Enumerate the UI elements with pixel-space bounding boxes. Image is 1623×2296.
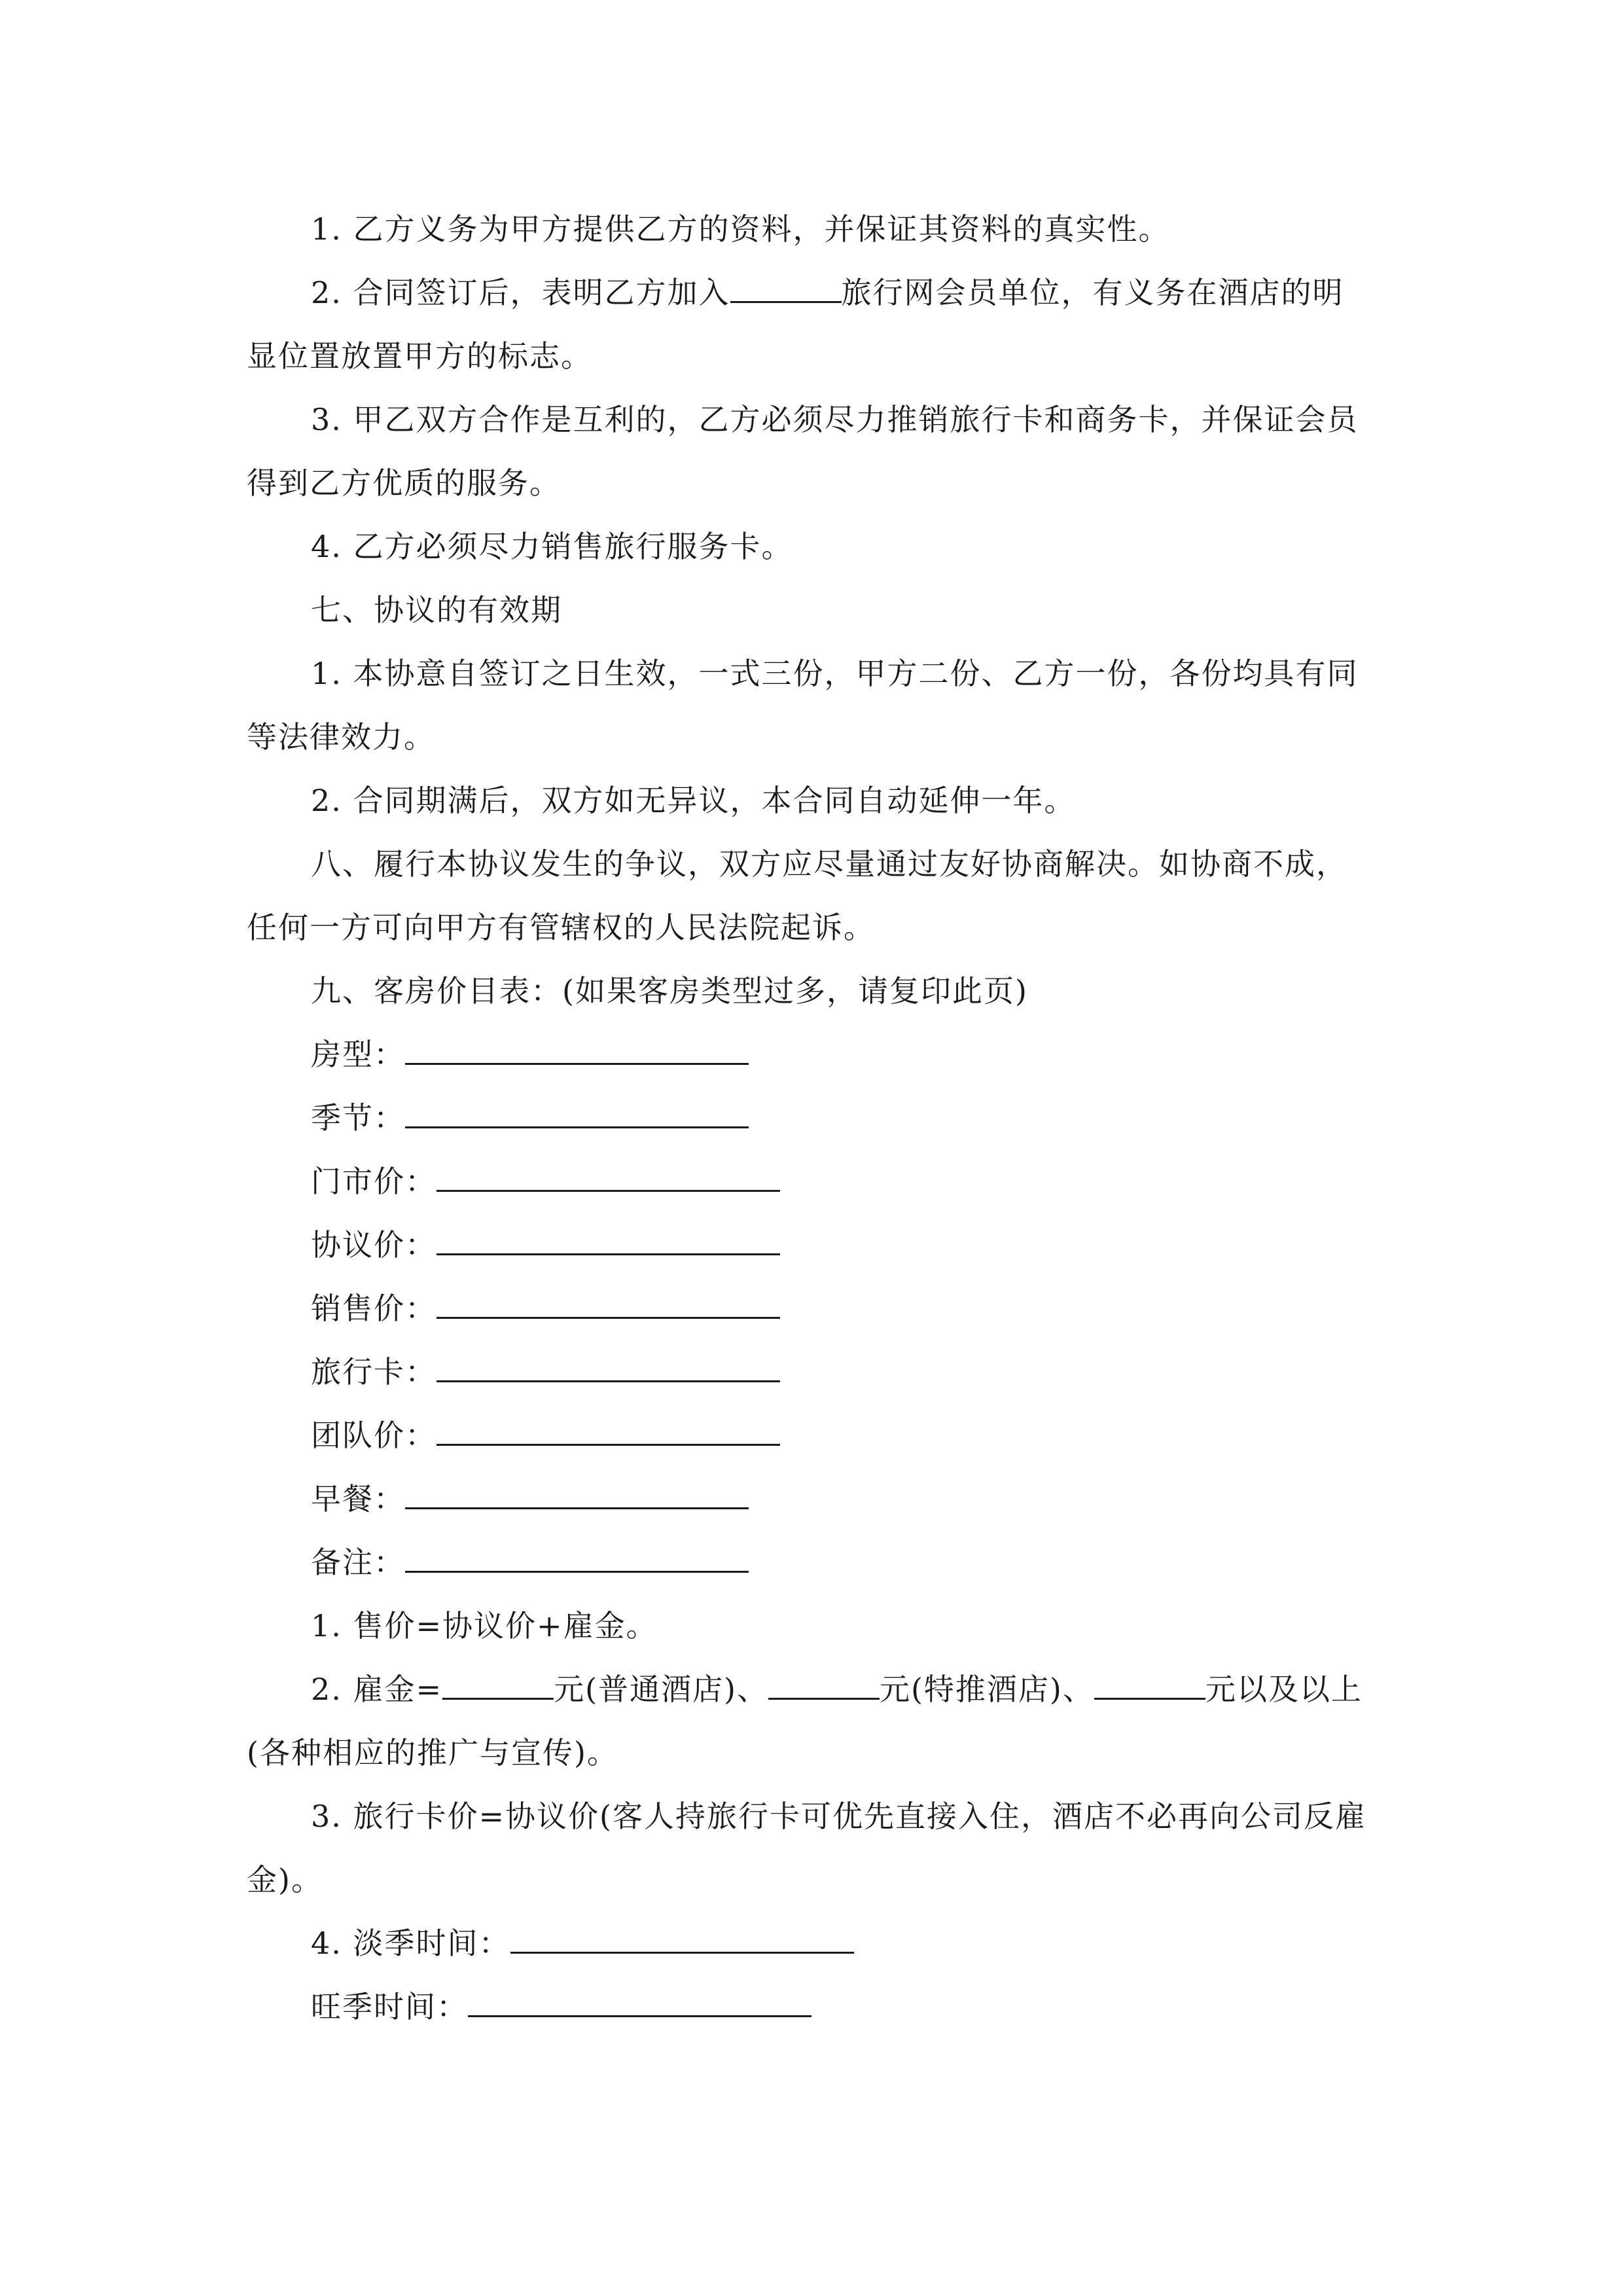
room-type-blank[interactable] (405, 1037, 749, 1065)
commission-normal-blank[interactable] (442, 1672, 554, 1700)
field-remarks (311, 1543, 749, 1582)
rates-note-3-cont: 金)。 (247, 1862, 323, 1897)
disputes-line-1: 八、履行本协议发生的争议，双方应尽量通过友好协商解决。如协商不成， (311, 846, 1347, 882)
obligation-item-2-text-a: 2. 合同签订后，表明乙方加入 (311, 275, 730, 310)
rack-rate-blank[interactable] (437, 1164, 780, 1192)
obligation-item-3: 3. 甲乙双方合作是互利的，乙方必须尽力推销旅行卡和商务卡，并保证会员 (311, 402, 1359, 437)
rack-rate-label: 门市价： (311, 1164, 437, 1199)
sale-price-label: 销售价： (311, 1291, 437, 1326)
field-room-type (311, 1035, 749, 1074)
group-rate-blank[interactable] (437, 1418, 780, 1446)
disputes-line-2: 任何一方可向甲方有管辖权的人民法院起诉。 (247, 910, 875, 945)
remarks-label: 备注： (311, 1545, 405, 1580)
obligation-item-2-text-b: 旅行网会员单位，有义务在酒店的明 (841, 275, 1344, 310)
breakfast-label: 早餐： (311, 1481, 405, 1516)
rates-note-2 (311, 1670, 1363, 1709)
travel-card-label: 旅行卡： (311, 1354, 437, 1390)
commission-promo-text: 元以及以上 (1205, 1672, 1363, 1707)
commission-featured-text: 元(特推酒店)、 (879, 1672, 1094, 1707)
validity-item-1: 1. 本协意自签订之日生效，一式三份，甲方二份、乙方一份，各份均具有同 (311, 656, 1359, 691)
commission-featured-blank[interactable] (768, 1672, 880, 1700)
obligation-item-3-cont: 得到乙方优质的服务。 (247, 465, 561, 501)
rates-note-1: 1. 售价=协议价+雇金。 (311, 1608, 658, 1643)
field-rack-rate (311, 1162, 780, 1201)
off-season-label: 4. 淡季时间： (311, 1926, 510, 1961)
travel-card-blank[interactable] (437, 1354, 780, 1382)
field-travel-card (311, 1352, 780, 1391)
agreed-rate-blank[interactable] (437, 1227, 780, 1255)
season-label: 季节： (311, 1100, 405, 1136)
obligation-item-2 (311, 273, 1344, 312)
field-group-rate (311, 1416, 780, 1455)
field-agreed-rate (311, 1225, 780, 1265)
commission-promo-blank[interactable] (1094, 1672, 1205, 1700)
peak-season-line (311, 1987, 812, 2026)
obligation-item-2-cont: 显位置放置甲方的标志。 (247, 338, 592, 374)
commission-normal-text: 元(普通酒店)、 (554, 1672, 768, 1707)
obligation-item-4: 4. 乙方必须尽力销售旅行服务卡。 (311, 529, 793, 564)
off-season-blank[interactable] (510, 1926, 854, 1954)
group-rate-label: 团队价： (311, 1418, 437, 1453)
validity-item-1-cont: 等法律效力。 (247, 719, 435, 755)
travel-network-blank[interactable] (730, 275, 842, 303)
field-season (311, 1098, 749, 1138)
agreed-rate-label: 协议价： (311, 1227, 437, 1263)
room-type-label: 房型： (311, 1037, 405, 1072)
breakfast-blank[interactable] (405, 1481, 749, 1509)
field-breakfast (311, 1479, 749, 1518)
season-blank[interactable] (405, 1100, 749, 1128)
rates-note-2-cont: (各种相应的推广与宣传)。 (247, 1735, 618, 1770)
rates-heading: 九、客房价目表：(如果客房类型过多，请复印此页) (311, 973, 1028, 1009)
validity-item-2: 2. 合同期满后，双方如无异议，本合同自动延伸一年。 (311, 783, 1076, 818)
sale-price-blank[interactable] (437, 1291, 780, 1319)
field-sale-price (311, 1289, 780, 1328)
validity-heading: 七、协议的有效期 (311, 592, 562, 628)
peak-season-label: 旺季时间： (311, 1989, 468, 2024)
rates-note-4 (311, 1924, 854, 1963)
commission-label: 2. 雇金= (311, 1672, 443, 1707)
remarks-blank[interactable] (405, 1545, 749, 1573)
obligation-item-1: 1. 乙方义务为甲方提供乙方的资料，并保证其资料的真实性。 (311, 211, 1170, 247)
peak-season-blank[interactable] (468, 1989, 812, 2017)
rates-note-3: 3. 旅行卡价=协议价(客人持旅行卡可优先直接入住，酒店不必再向公司反雇 (311, 1799, 1366, 1834)
